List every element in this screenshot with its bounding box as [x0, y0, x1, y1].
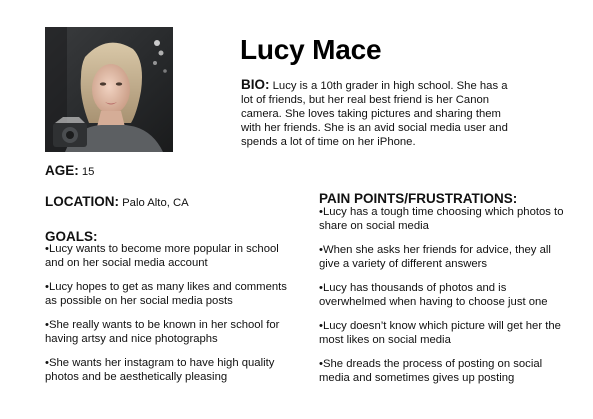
age-label: AGE: [45, 163, 79, 178]
age-value: 15 [81, 166, 95, 178]
goal-item: •Lucy hopes to get as many likes and comments as possible on her social media posts [45, 281, 287, 307]
pain-point-item: •When she asks her friends for advice, they all give a variety of different answers [319, 244, 551, 270]
persona-photo [45, 27, 173, 152]
pain-points-list [319, 205, 569, 395]
pain-point-item: •Lucy has a tough time choosing which photos to share on social media [319, 206, 564, 232]
location-label: LOCATION: [45, 194, 119, 209]
bio-label: BIO: [241, 77, 270, 92]
goals-title: GOALS: [45, 229, 98, 244]
goal-item: •Lucy wants to become more popular in school and on her social media account [45, 243, 279, 269]
location-value: Palo Alto, CA [122, 197, 189, 209]
goal-item: •She really wants to be known in her school for having artsy and nice photographs [45, 319, 280, 345]
goal-item: •She wants her instagram to have high quality photos and be aesthetically pleasing [45, 357, 275, 383]
age-field [45, 164, 94, 179]
pain-points-title: PAIN POINTS/FRUSTRATIONS: [319, 191, 518, 206]
location-field [45, 195, 189, 210]
pain-point-item: •Lucy doesn’t know which picture will get her the most likes on social media [319, 320, 561, 346]
goals-list [45, 242, 295, 394]
bio-text: Lucy is a 10th grader in high school. She has a lot of friends, but her real best friend is her Canon camera. She loves taking pictures and sharing them with her friends. She is an avid social media user and spends a lot of time on her iPhone. [241, 80, 508, 148]
pain-point-item: •Lucy has thousands of photos and is overwhelmed when having to choose just one [319, 282, 548, 308]
pain-point-item: •She dreads the process of posting on social media and sometimes gives up posting [319, 358, 543, 384]
bio-block [241, 78, 521, 149]
persona-name: Lucy Mace [240, 34, 382, 65]
